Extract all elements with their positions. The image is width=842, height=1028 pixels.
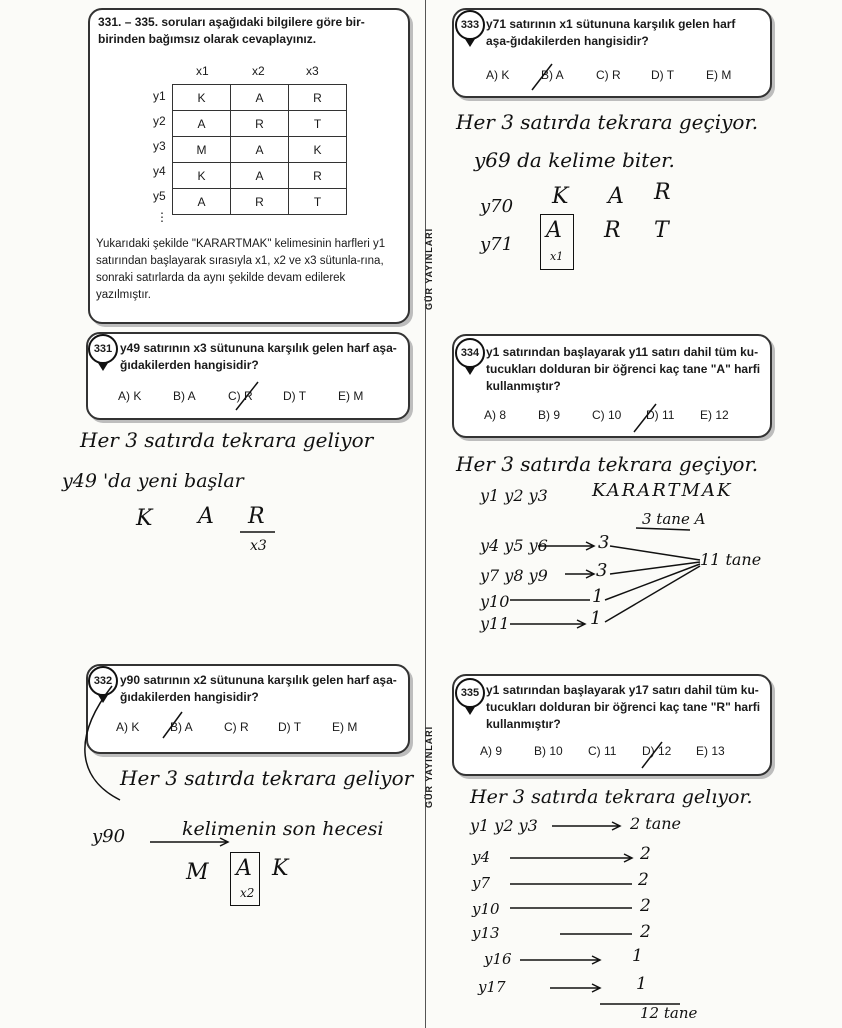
hw-335-n6: 1 xyxy=(636,974,647,994)
option-e[interactable]: E) 13 xyxy=(696,744,725,758)
hw-332-line1: Her 3 satırda tekrara geliyor xyxy=(120,766,414,790)
hw-335-y7: y7 xyxy=(472,874,491,892)
option-a[interactable]: A) 9 xyxy=(480,744,503,758)
hw-334-3tane: 3 tane A xyxy=(642,510,706,528)
continuation-dots: ⋮ xyxy=(156,210,168,224)
col-header-x2: x2 xyxy=(252,64,265,78)
hw-333-a: A xyxy=(608,184,624,209)
hw-333-x1: x1 xyxy=(550,250,564,263)
option-d[interactable]: D) 12 xyxy=(642,744,672,758)
hw-335-y10: y10 xyxy=(472,900,500,918)
answer-mark-332 xyxy=(163,712,182,738)
option-c[interactable]: C) R xyxy=(224,720,249,734)
hw-334-word: KARARTMAK xyxy=(592,480,733,501)
question-331-text: y49 satırının x3 sütununa karşılık gelen harf aşa-ğıdakilerden hangisidir? xyxy=(120,341,397,372)
hw-334-y789: y7 y8 y9 xyxy=(480,566,548,585)
hw-334-n2: 3 xyxy=(596,560,608,581)
grid-cell: A xyxy=(173,189,231,215)
option-b[interactable]: B) 10 xyxy=(534,744,563,758)
hw-332-m: M xyxy=(186,860,209,885)
hw-333-t: T xyxy=(654,218,669,243)
hw-334-y456: y4 y5 y6 xyxy=(480,536,548,555)
grid-cell: A xyxy=(231,163,289,189)
arrow-335-1 xyxy=(552,822,620,830)
hw-332-y90: y90 xyxy=(92,826,126,847)
option-e[interactable]: E) M xyxy=(338,389,364,403)
grid-cell: A xyxy=(231,137,289,163)
option-c[interactable]: C) R xyxy=(596,68,621,82)
grid-cell: T xyxy=(289,111,347,137)
answer-mark-334 xyxy=(634,404,656,432)
side-label-top: GÜR YAYINLARI xyxy=(424,227,434,310)
question-number-pin: 331 xyxy=(88,334,118,364)
option-b[interactable]: B) A xyxy=(541,68,564,82)
hw-335-n4: 2 xyxy=(640,922,651,942)
question-335-text: y1 satırından başlayarak y17 satırı dahil tüm ku-tucukları dolduran bir öğrenci kaç tane "R" harfi kullanmıştır? xyxy=(486,683,761,731)
hw-331-a: A xyxy=(198,504,214,529)
hw-333-r2: R xyxy=(604,218,621,243)
grid-cell: A xyxy=(173,111,231,137)
hw-334-n1: 3 xyxy=(598,532,610,553)
grid-cell: M xyxy=(173,137,231,163)
option-e[interactable]: E) M xyxy=(332,720,358,734)
row-label: y4 xyxy=(153,164,166,178)
hw-335-y16: y16 xyxy=(484,950,512,968)
arrow-335-7 xyxy=(550,984,600,992)
intro-text: Yukarıdaki şekilde "KARARTMAK" kelimesinin harfleri y1 satırından başlayarak sırasıyla x1, x2 ve x3 sütunla-rına, sonraki satırlarda da aynı şekilde devam edilerek yazılmıştır. xyxy=(96,238,386,301)
intro-title: 331. – 335. soruları aşağıdaki bilgilere göre bir-birinden bağımsız olarak cevaplayınız. xyxy=(98,15,365,46)
option-d[interactable]: D) 11 xyxy=(646,408,675,422)
hw-333-r: R xyxy=(654,180,671,205)
row-label: y1 xyxy=(153,89,166,103)
hw-334-y123: y1 y2 y3 xyxy=(480,486,548,505)
col-header-x1: x1 xyxy=(196,64,209,78)
hw-333-k: K xyxy=(552,184,569,209)
hw-335-total: 12 tane xyxy=(640,1004,698,1022)
question-332-text: y90 satırının x2 sütununa karşılık gelen harf aşa-ğıdakilerden hangisidir? xyxy=(120,673,397,704)
option-a[interactable]: A) 8 xyxy=(484,408,507,422)
grid-cell: K xyxy=(289,137,347,163)
row-label: y5 xyxy=(153,189,166,203)
bundle-2 xyxy=(610,562,700,574)
hw-332-x2: x2 xyxy=(240,886,255,900)
row-label: y2 xyxy=(153,114,166,128)
hw-335-n5: 1 xyxy=(632,946,643,966)
hw-335-n3: 2 xyxy=(640,896,651,916)
grid-cell: A xyxy=(231,85,289,111)
hw-334-line1: Her 3 satırda tekrara geçiyor. xyxy=(456,452,759,476)
hw-332-k: K xyxy=(272,856,289,881)
grid-cell: K xyxy=(173,85,231,111)
option-a[interactable]: A) K xyxy=(116,720,140,734)
hw-331-r: R xyxy=(248,504,265,529)
row-label: y3 xyxy=(153,139,166,153)
question-number-pin: 335 xyxy=(455,678,485,708)
arrow-335-6 xyxy=(520,956,600,964)
hw-335-line1: Her 3 satırda tekrara gelıyor. xyxy=(470,786,753,808)
option-d[interactable]: D) T xyxy=(651,68,675,82)
hw-331-line2: y49 'da yeni başlar xyxy=(62,470,244,492)
hw-335-n1: 2 xyxy=(640,844,651,864)
question-number-pin: 332 xyxy=(88,666,118,696)
option-b[interactable]: B) 9 xyxy=(538,408,561,422)
hw-334-total: 11 tane xyxy=(700,550,762,569)
question-number-pin: 334 xyxy=(455,338,485,368)
option-c[interactable]: C) R xyxy=(228,389,253,403)
option-a[interactable]: A) K xyxy=(486,68,510,82)
hw-335-2tane: 2 tane xyxy=(630,814,682,833)
answer-mark-335 xyxy=(642,742,662,768)
option-b[interactable]: B) A xyxy=(170,720,193,734)
option-a[interactable]: A) K xyxy=(118,389,142,403)
hw-332-a: A xyxy=(236,856,252,881)
option-d[interactable]: D) T xyxy=(283,389,307,403)
arrow-4 xyxy=(510,620,585,628)
arrow-335-2 xyxy=(510,854,632,862)
hw-331-line1: Her 3 satırda tekrara geliyor xyxy=(80,428,374,452)
grid-cell: T xyxy=(289,189,347,215)
hw-333-a2: A xyxy=(546,218,562,243)
hw-334-n4: 1 xyxy=(590,608,602,629)
hw-331-k: K xyxy=(136,506,153,531)
bundle-1 xyxy=(610,546,700,560)
grid-cell: R xyxy=(231,189,289,215)
hw-334-n3: 1 xyxy=(592,586,604,607)
bracket-332 xyxy=(85,686,120,800)
option-c[interactable]: C) 10 xyxy=(592,408,622,422)
grid-cell: K xyxy=(173,163,231,189)
option-d[interactable]: D) T xyxy=(278,720,302,734)
option-e[interactable]: E) M xyxy=(706,68,732,82)
grid-cell: R xyxy=(231,111,289,137)
hw-334-y10: y10 xyxy=(480,592,510,611)
option-c[interactable]: C) 11 xyxy=(588,744,617,758)
arrow-2 xyxy=(565,570,594,578)
hw-335-n2: 2 xyxy=(638,870,649,890)
question-333-text: y71 satırının x1 sütununa karşılık gelen harf aşa-ğıdakilerden hangisidir? xyxy=(486,17,736,48)
hw-331-x3: x3 xyxy=(250,538,267,554)
underline-3tane xyxy=(636,528,690,530)
option-b[interactable]: B) A xyxy=(173,389,196,403)
grid-cell: R xyxy=(289,163,347,189)
col-header-x3: x3 xyxy=(306,64,319,78)
hw-333-line2: y69 da kelime biter. xyxy=(474,148,675,172)
question-number-pin: 333 xyxy=(455,10,485,40)
hw-335-y13: y13 xyxy=(472,924,500,942)
hw-332-line2: kelimenin son hecesi xyxy=(182,818,384,840)
hw-335-y123: y1 y2 y3 xyxy=(470,816,538,835)
hw-335-y17: y17 xyxy=(478,978,506,996)
hw-335-y4: y4 xyxy=(472,848,491,866)
hw-333-y70: y70 xyxy=(480,196,514,217)
option-e[interactable]: E) 12 xyxy=(700,408,729,422)
grid-cell: R xyxy=(289,85,347,111)
side-label-bottom: GÜR YAYINLARI xyxy=(424,725,434,808)
hw-333-y71: y71 xyxy=(480,234,514,255)
question-334-text: y1 satırından başlayarak y11 satırı dahil tüm ku-tucukları dolduran bir öğrenci kaç tane "A" harfi kullanmıştır? xyxy=(486,345,761,393)
answer-mark-331 xyxy=(236,382,258,410)
answer-mark-333 xyxy=(532,64,552,90)
hw-333-line1: Her 3 satırda tekrara geçiyor. xyxy=(456,110,759,134)
hw-334-y11: y11 xyxy=(480,614,510,633)
